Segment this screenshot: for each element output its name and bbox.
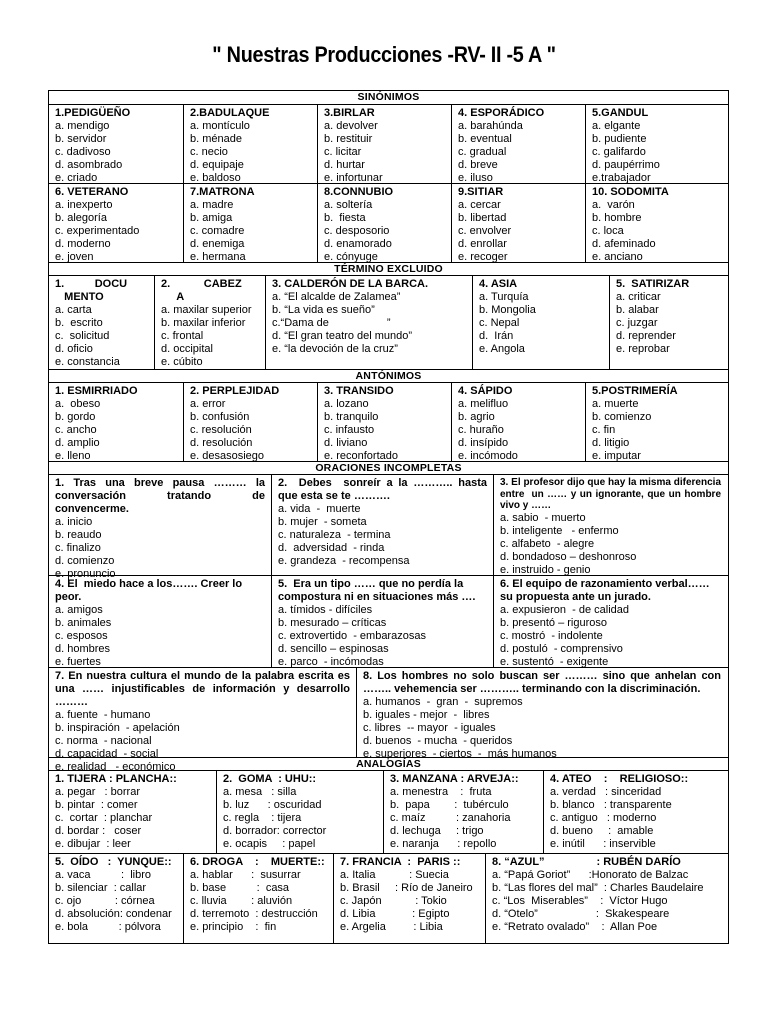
- option-a: a. montículo: [190, 120, 250, 132]
- option-d: d. “Otelo” : Skakespeare: [492, 908, 670, 920]
- sin-row2-item-2: [183, 184, 317, 262]
- sin-row2-item-5: [585, 184, 727, 262]
- option-b: b. ménade: [190, 133, 242, 145]
- option-e: e. sustentó - exigente: [500, 656, 609, 668]
- document-title: " Nuestras Producciones -RV- II -5 A ": [212, 42, 556, 67]
- option-a: a. inicio: [55, 516, 93, 528]
- option-b: b. pudiente: [592, 133, 647, 145]
- option-a: a. soltería: [324, 199, 373, 211]
- item-heading: 2. GOMA : UHU::: [223, 773, 317, 785]
- option-e: e. Argelia : Libia: [340, 921, 443, 933]
- option-b: b. fiesta: [324, 212, 366, 224]
- option-b: b. agrio: [458, 411, 495, 423]
- option-c: c. licitar: [324, 146, 362, 158]
- option-d: d. borrador: corrector: [223, 825, 327, 837]
- option-b: b. comienzo: [592, 411, 652, 423]
- option-a: a. barahúnda: [458, 120, 523, 132]
- ana-row1-item-3: [383, 771, 543, 853]
- oraciones-row-1: [49, 474, 728, 580]
- option-c: c. “Los Miserables” : Víctor Hugo: [492, 895, 668, 907]
- item-heading: 9.SITIAR: [458, 186, 504, 198]
- ant-row-item-2: [183, 383, 317, 461]
- option-e: e. infortunar: [324, 172, 383, 184]
- oraciones-row-2: [49, 575, 728, 667]
- ora-row3-item-2: [356, 668, 727, 760]
- option-e: e. iluso: [458, 172, 493, 184]
- option-e: e. incómodo: [458, 450, 518, 462]
- item-heading: 3. MANZANA : ARVEJA::: [390, 773, 519, 785]
- option-e: e. realidad - económico: [55, 761, 176, 773]
- item-heading: 3. TRANSIDO: [324, 385, 394, 397]
- item-heading: 6. El equipo de razonamiento verbal…… su propuesta ante un jurado.: [500, 578, 713, 603]
- ant-row-item-5: [585, 383, 727, 461]
- option-c: c. frontal: [161, 330, 204, 342]
- option-b: b. Brasil : Río de Janeiro: [340, 882, 473, 894]
- option-e: e. “Retrato ovalado” : Allan Poe: [492, 921, 658, 933]
- item-heading: 3. CALDERÓN DE LA BARCA.: [272, 278, 429, 290]
- option-a: a. carta: [55, 304, 92, 316]
- option-d: d. occipital: [161, 343, 213, 355]
- item-heading: 1.PEDIGÜEÑO: [55, 107, 131, 119]
- option-b: b. “Las flores del mal” : Charles Baudelaire: [492, 882, 704, 894]
- term-row-item-5: [609, 276, 727, 369]
- ana-row1-item-1: [49, 771, 216, 853]
- ana-row2-item-1: [49, 854, 183, 943]
- option-c: c. resolución: [190, 424, 252, 436]
- sin-row1-item-1: [49, 105, 183, 183]
- option-c: c. lluvia : aluvión: [190, 895, 293, 907]
- option-a: a. mendigo: [55, 120, 110, 132]
- option-c: c. naturaleza - termina: [278, 529, 391, 541]
- option-e: e. reprobar: [616, 343, 670, 355]
- option-c: c. ancho: [55, 424, 97, 436]
- option-c: c. alfabeto - alegre: [500, 537, 595, 550]
- option-a: a. amigos: [55, 604, 103, 616]
- option-d: d. “El gran teatro del mundo”: [272, 330, 413, 342]
- option-d: d. capacidad - social: [55, 748, 159, 760]
- ora-row2-item-2: [271, 576, 493, 667]
- option-c: c. juzgar: [616, 317, 658, 329]
- option-c: c. fin: [592, 424, 616, 436]
- option-d: d. oficio: [55, 343, 93, 355]
- option-e: e. imputar: [592, 450, 641, 462]
- option-e: e. parco - incómodas: [278, 656, 384, 668]
- section-header-oraciones: ORACIONES INCOMPLETAS: [49, 461, 728, 474]
- option-e: e. constancia: [55, 356, 120, 368]
- item-heading: 4. ASIA: [479, 278, 518, 290]
- option-a: a. humanos - gran - supremos: [363, 696, 523, 708]
- item-heading: 2. CABEZ A: [161, 278, 242, 303]
- ora-row2-item-3: [493, 576, 727, 667]
- option-a: a. sabio - muerto: [500, 511, 586, 524]
- option-d: d. bordar : coser: [55, 825, 142, 837]
- item-heading: 1. ESMIRRIADO: [55, 385, 138, 397]
- option-e: e. instruido - genio: [500, 563, 591, 576]
- item-heading: 7. En nuestra cultura el mundo de la palabra escrita es una …… injustificables de información y desarrollo ………: [55, 670, 354, 708]
- section-header-antonimos: ANTÓNIMOS: [49, 369, 728, 382]
- option-e: e. baldoso: [190, 172, 241, 184]
- option-d: d. hombres: [55, 643, 111, 655]
- option-b: b. tranquilo: [324, 411, 379, 423]
- option-c: c. necio: [190, 146, 228, 158]
- sin-row1-item-2: [183, 105, 317, 183]
- option-d: d. Libia : Egipto: [340, 908, 450, 920]
- option-e: e. fuertes: [55, 656, 101, 668]
- option-e: e. anciano: [592, 251, 643, 263]
- option-b: b. restituir: [324, 133, 373, 145]
- ana-row1-item-4: [543, 771, 727, 853]
- sin-row1-item-3: [317, 105, 451, 183]
- option-d: d. bueno : amable: [550, 825, 654, 837]
- option-e: e. recoger: [458, 251, 508, 263]
- option-c: c. Japón : Tokio: [340, 895, 447, 907]
- option-a: a. vida - muerte: [278, 503, 361, 515]
- ora-row1-item-1: [49, 475, 271, 580]
- option-e: e. inútil : inservible: [550, 838, 656, 850]
- option-a: a. Turquía: [479, 291, 529, 303]
- option-a: a. melifluo: [458, 398, 509, 410]
- item-heading: 5. SATIRIZAR: [616, 278, 690, 290]
- ora-row1-item-2: [271, 475, 493, 575]
- item-heading: 7. FRANCIA : PARIS ::: [340, 856, 461, 868]
- option-a: a. “Papá Goriot” :Honorato de Balzac: [492, 869, 689, 881]
- option-a: a. expusieron - de calidad: [500, 604, 630, 616]
- option-e: e. dibujar : leer: [55, 838, 131, 850]
- sin-row1-item-4: [451, 105, 585, 183]
- option-a: a. muerte: [592, 398, 639, 410]
- option-e: e. cónyuge: [324, 251, 378, 263]
- option-d: d. amplio: [55, 437, 100, 449]
- option-c: c. experimentado: [55, 225, 140, 237]
- option-c: c. regla : tijera: [223, 812, 302, 824]
- option-a: a. madre: [190, 199, 234, 211]
- ant-row-item-4: [451, 383, 585, 461]
- item-heading: 8. “AZUL” : RUBÉN DARÍO: [492, 856, 681, 868]
- option-d: d. hurtar: [324, 159, 365, 171]
- option-c: c. infausto: [324, 424, 375, 436]
- option-b: b. animales: [55, 617, 112, 629]
- item-heading: 3.BIRLAR: [324, 107, 375, 119]
- option-a: a. lozano: [324, 398, 369, 410]
- item-heading: 6. DROGA : MUERTE::: [190, 856, 325, 868]
- item-heading: 5. OÍDO : YUNQUE::: [55, 856, 172, 868]
- item-heading: 2.BADULAQUE: [190, 107, 270, 119]
- option-b: b. silenciar : callar: [55, 882, 147, 894]
- option-b: b. alegoría: [55, 212, 107, 224]
- termino-excluido-row: [49, 275, 728, 369]
- option-c: c. ojo : córnea: [55, 895, 155, 907]
- option-a: a. maxilar superior: [161, 304, 252, 316]
- option-d: d. sencillo – espinosas: [278, 643, 389, 655]
- option-b: b. mesurado – críticas: [278, 617, 387, 629]
- sinonimos-row-2: [49, 183, 728, 262]
- option-a: a. pegar : borrar: [55, 786, 140, 798]
- term-row-item-2: [154, 276, 265, 369]
- ana-row2-item-4: [485, 854, 727, 943]
- option-a: a. Italia : Suecia: [340, 869, 449, 881]
- item-heading: 6. VETERANO: [55, 186, 129, 198]
- option-d: d. asombrado: [55, 159, 123, 171]
- item-heading: 4. ATEO : RELIGIOSO::: [550, 773, 689, 785]
- item-heading: 10. SODOMITA: [592, 186, 669, 198]
- option-a: a. vaca : libro: [55, 869, 151, 881]
- item-heading: 3. El profesor dijo que hay la misma diferencia entre un …… y un ignorante, que un hombre vivo y ……: [500, 477, 724, 511]
- option-d: d. breve: [458, 159, 498, 171]
- option-a: a. criticar: [616, 291, 661, 303]
- option-a: a. elgante: [592, 120, 641, 132]
- option-c: c. desposorio: [324, 225, 390, 237]
- option-d: d. absolución: condenar: [55, 908, 172, 920]
- option-d: d. litigio: [592, 437, 630, 449]
- option-d: d. comienzo: [55, 555, 115, 567]
- option-d: d. insípido: [458, 437, 509, 449]
- sin-row2-item-4: [451, 184, 585, 262]
- option-d: d. adversidad - rinda: [278, 542, 385, 554]
- option-d: d. Irán: [479, 330, 514, 342]
- option-d: d. moderno: [55, 238, 111, 250]
- option-a: a. devolver: [324, 120, 378, 132]
- sinonimos-row-1: [49, 104, 728, 183]
- ora-row1-item-3: [493, 475, 727, 575]
- option-c: c. extrovertido - embarazosas: [278, 630, 426, 642]
- option-c: c.“Dama de ”: [272, 317, 391, 329]
- ana-row1-item-2: [216, 771, 383, 853]
- option-e: e. desasosiego: [190, 450, 264, 462]
- option-b: b. inteligente - enfermo: [500, 524, 619, 537]
- item-heading: 4. ESPORÁDICO: [458, 107, 545, 119]
- option-c: c. finalizo: [55, 542, 101, 554]
- option-e: e. reconfortado: [324, 450, 398, 462]
- item-heading: 8.CONNUBIO: [324, 186, 394, 198]
- option-e: e. hermana: [190, 251, 246, 263]
- option-b: b. “La vida es sueño”: [272, 304, 375, 316]
- antonimos-row: [49, 382, 728, 461]
- option-a: a. verdad : sinceridad: [550, 786, 662, 798]
- option-b: b. mujer - someta: [278, 516, 367, 528]
- option-b: b. libertad: [458, 212, 507, 224]
- option-c: c. Nepal: [479, 317, 520, 329]
- option-b: b. confusión: [190, 411, 250, 423]
- option-a: a. cercar: [458, 199, 501, 211]
- option-c: c. esposos: [55, 630, 108, 642]
- ant-row-item-3: [317, 383, 451, 461]
- option-e: e. pronuncio: [55, 568, 116, 580]
- worksheet-table: [48, 90, 729, 944]
- option-b: b. servidor: [55, 133, 107, 145]
- option-a: a. error: [190, 398, 226, 410]
- option-d: d. enemiga: [190, 238, 245, 250]
- option-b: b. amiga: [190, 212, 233, 224]
- option-b: b. luz : oscuridad: [223, 799, 322, 811]
- option-b: b. escrito: [55, 317, 103, 329]
- option-c: c. cortar : planchar: [55, 812, 153, 824]
- analogias-row-2: [49, 853, 728, 943]
- option-d: d. equipaje: [190, 159, 244, 171]
- ana-row2-item-2: [183, 854, 333, 943]
- section-header-analogias: ANALOGÍAS: [49, 757, 728, 770]
- section-header-sinonimos: SINÓNIMOS: [357, 91, 420, 103]
- option-d: d. bondadoso – deshonroso: [500, 550, 637, 563]
- item-heading: 7.MATRONA: [190, 186, 255, 198]
- option-c: c. norma - nacional: [55, 735, 152, 747]
- option-d: d. enrollar: [458, 238, 507, 250]
- option-e: e.trabajador: [592, 172, 651, 184]
- option-e: e. principio : fin: [190, 921, 277, 933]
- option-b: b. Mongolia: [479, 304, 536, 316]
- sin-row2-item-3: [317, 184, 451, 262]
- option-b: b. eventual: [458, 133, 512, 145]
- item-heading: 4. El miedo hace a los……. Creer lo peor.: [55, 578, 246, 603]
- option-b: b. presentó – riguroso: [500, 617, 608, 629]
- term-row-item-1: [49, 276, 154, 369]
- option-b: b. base : casa: [190, 882, 290, 894]
- option-a: a. mesa : silla: [223, 786, 297, 798]
- option-d: d. paupérrimo: [592, 159, 660, 171]
- option-d: d. resolución: [190, 437, 253, 449]
- option-d: d. lechuga : trigo: [390, 825, 484, 837]
- option-b: b. blanco : transparente: [550, 799, 672, 811]
- term-row-item-3: [265, 276, 472, 369]
- section-header-termino-excluido: TÉRMINO EXCLUIDO: [49, 262, 728, 275]
- ora-row2-item-1: [49, 576, 271, 667]
- item-heading: 1. Tras una breve pausa ……… la conversación tratando de convencerme.: [55, 477, 269, 515]
- option-a: a. menestra : fruta: [390, 786, 492, 798]
- option-a: a. inexperto: [55, 199, 113, 211]
- option-d: d. liviano: [324, 437, 368, 449]
- option-c: c. huraño: [458, 424, 504, 436]
- option-c: c. gradual: [458, 146, 507, 158]
- ana-row2-item-3: [333, 854, 485, 943]
- item-heading: 4. SÁPIDO: [458, 385, 513, 397]
- option-e: e. grandeza - recompensa: [278, 555, 410, 567]
- sin-row1-item-5: [585, 105, 727, 183]
- item-heading: 2. PERPLEJIDAD: [190, 385, 280, 397]
- option-e: e. “la devoción de la cruz”: [272, 343, 398, 355]
- option-c: c. comadre: [190, 225, 245, 237]
- option-d: d. reprender: [616, 330, 676, 342]
- option-d: d. terremoto : destrucción: [190, 908, 318, 920]
- ant-row-item-1: [49, 383, 183, 461]
- item-heading: 1. DOCU MENTO: [55, 278, 128, 303]
- option-a: a. tímidos - difíciles: [278, 604, 373, 616]
- option-b: b. papa : tubérculo: [390, 799, 509, 811]
- option-c: c. mostró - indolente: [500, 630, 603, 642]
- option-e: e. naranja : repollo: [390, 838, 497, 850]
- option-d: d. afeminado: [592, 238, 656, 250]
- option-a: a. “El alcalde de Zalamea”: [272, 291, 401, 303]
- item-heading: 5. Era un tipo …… que no perdía la compostura ni en situaciones más ….: [278, 578, 476, 603]
- option-e: e. ocapis : papel: [223, 838, 316, 850]
- option-b: b. alabar: [616, 304, 659, 316]
- option-c: c. antiguo : moderno: [550, 812, 657, 824]
- option-c: c. solicitud: [55, 330, 110, 342]
- item-heading: 8. Los hombres no solo buscan ser ……… sino que anhelan con …….. vehemencia ser ……….. terminando con la discriminación.: [363, 670, 725, 695]
- term-row-item-4: [472, 276, 609, 369]
- option-e: e. bola : pólvora: [55, 921, 161, 933]
- option-d: d. buenos - mucha - queridos: [363, 735, 513, 747]
- option-c: c. dadivoso: [55, 146, 111, 158]
- option-b: b. maxilar inferior: [161, 317, 246, 329]
- option-e: e. cúbito: [161, 356, 203, 368]
- option-d: d. postuló - comprensivo: [500, 643, 623, 655]
- ora-row3-item-1: [49, 668, 356, 773]
- option-a: a. hablar : susurrar: [190, 869, 301, 881]
- option-c: c. loca: [592, 225, 624, 237]
- option-d: d. enamorado: [324, 238, 392, 250]
- sin-row2-item-1: [49, 184, 183, 262]
- item-heading: 5.GANDUL: [592, 107, 649, 119]
- option-e: e. Angola: [479, 343, 525, 355]
- option-c: c. libres -- mayor - iguales: [363, 722, 496, 734]
- option-b: b. iguales - mejor - libres: [363, 709, 490, 721]
- item-heading: 1. TIJERA : PLANCHA::: [55, 773, 177, 785]
- option-b: b. hombre: [592, 212, 642, 224]
- option-a: a. obeso: [55, 398, 101, 410]
- option-a: a. varón: [592, 199, 635, 211]
- option-e: e. criado: [55, 172, 98, 184]
- item-heading: 2. Debes sonreír a la ……….. hasta que esta se te ……….: [278, 477, 491, 502]
- option-c: c. galifardo: [592, 146, 646, 158]
- option-c: c. envolver: [458, 225, 512, 237]
- option-e: e. joven: [55, 251, 94, 263]
- option-c: c. maíz : zanahoria: [390, 812, 511, 824]
- option-b: b. inspiración - apelación: [55, 722, 180, 734]
- option-b: b. gordo: [55, 411, 96, 423]
- option-b: b. pintar : comer: [55, 799, 138, 811]
- option-e: e. lleno: [55, 450, 91, 462]
- option-a: a. fuente - humano: [55, 709, 151, 721]
- analogias-row-1: [49, 770, 728, 853]
- option-e: e. superiores - ciertos - más humanos: [363, 748, 557, 760]
- item-heading: 5.POSTRIMERÍA: [592, 385, 678, 397]
- option-b: b. reaudo: [55, 529, 102, 541]
